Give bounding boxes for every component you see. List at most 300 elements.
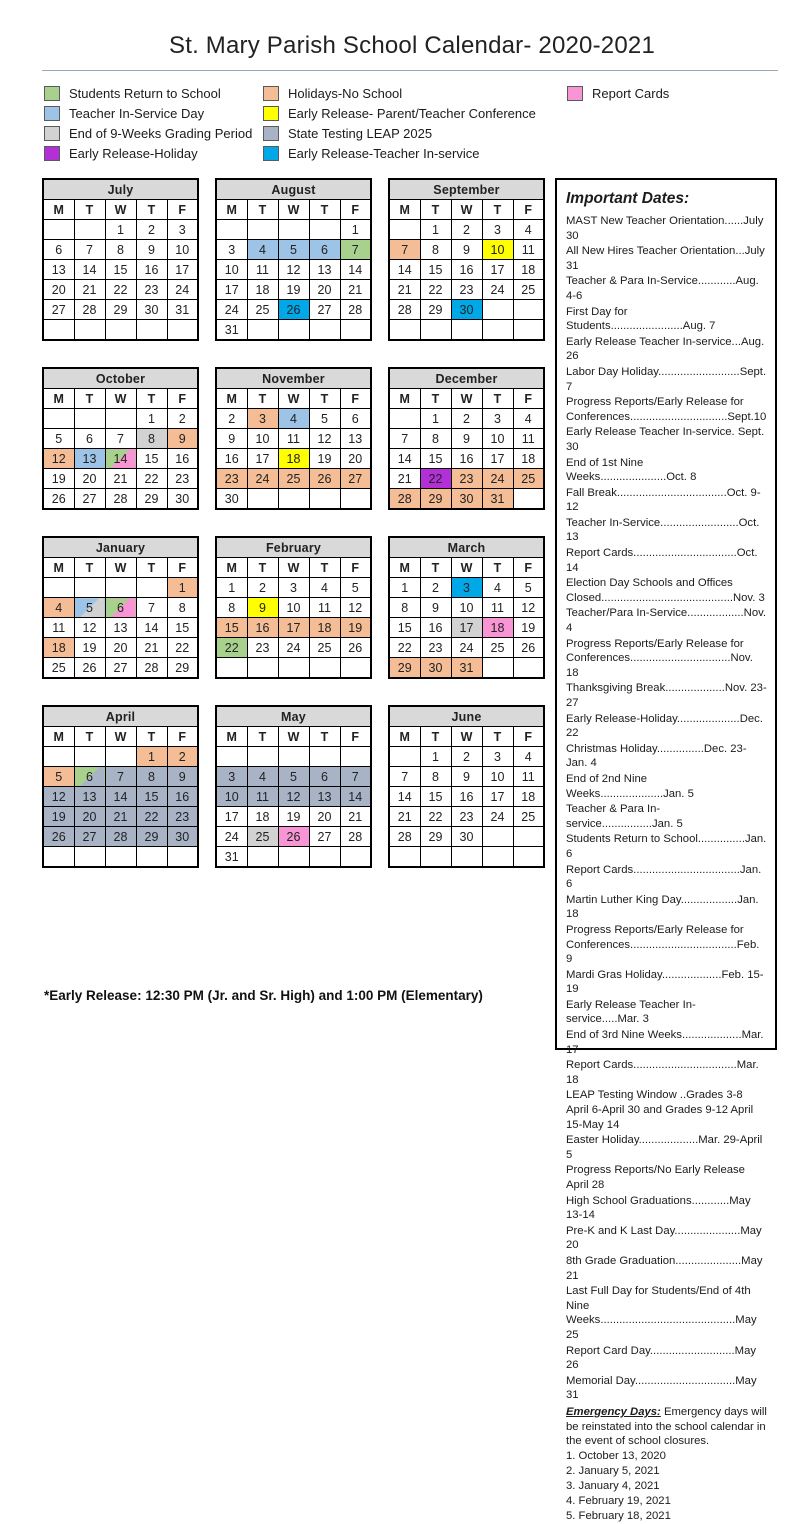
day-cell: 4 [247,767,278,787]
emergency-day-item: 2. January 5, 2021 [566,1464,660,1477]
weekday-header: W [278,558,309,578]
day-cell: 25 [513,807,544,827]
legend [44,85,782,162]
day-cell: 22 [216,638,247,658]
weekday-header: T [136,389,167,409]
month-table-october [42,367,199,510]
month-title: December [389,368,544,389]
important-date-entry: Last Full Day for Students/End of 4th Nine Weeks...........................................May 25 [566,1285,757,1341]
empty-cell [278,747,309,767]
day-cell: 14 [340,260,371,280]
day-cell: 15 [136,449,167,469]
day-cell: 7 [389,240,420,260]
day-cell: 19 [309,449,340,469]
important-date-entry: High School Graduations............May 13-14 [566,1194,751,1222]
day-cell: 10 [482,767,513,787]
day-cell: 30 [451,827,482,847]
legend-label: Students Return to School [69,86,221,101]
empty-cell [43,409,74,429]
day-cell: 16 [451,449,482,469]
day-cell: 18 [513,449,544,469]
day-cell: 30 [451,300,482,320]
day-cell: 3 [247,409,278,429]
empty-cell [216,747,247,767]
day-cell: 27 [340,469,371,489]
day-cell: 22 [420,280,451,300]
day-cell: 26 [43,827,74,847]
important-date-entry: Report Cards..................................Jan. 6 [566,863,762,891]
day-cell: 16 [167,449,198,469]
weekday-header: T [420,389,451,409]
day-cell: 12 [43,787,74,807]
day-cell: 2 [136,220,167,240]
month-table-january [42,536,199,679]
important-date-entry: First Day for Students.......................Aug. 7 [566,305,716,333]
day-cell: 25 [513,280,544,300]
day-cell: 31 [216,847,247,868]
day-cell: 20 [74,807,105,827]
day-cell: 21 [105,807,136,827]
day-cell: 3 [216,767,247,787]
month-table-february [215,536,372,679]
day-cell: 8 [136,767,167,787]
weekday-header: F [340,200,371,220]
day-cell: 12 [43,449,74,469]
weekday-header: W [451,200,482,220]
day-cell: 26 [340,638,371,658]
day-cell: 8 [420,240,451,260]
empty-cell [74,220,105,240]
weekday-header: W [451,389,482,409]
day-cell: 23 [167,807,198,827]
day-cell: 14 [389,260,420,280]
day-cell: 9 [451,240,482,260]
day-cell: 21 [136,638,167,658]
month-title: January [43,537,198,558]
day-cell: 1 [389,578,420,598]
weekday-header: T [309,727,340,747]
weekday-header: M [389,389,420,409]
weekday-header: T [136,200,167,220]
empty-cell [278,489,309,510]
legend-swatch-report [567,86,583,101]
day-cell: 18 [309,618,340,638]
empty-cell [513,320,544,341]
day-cell: 7 [389,429,420,449]
day-cell: 25 [309,638,340,658]
weekday-header: F [167,558,198,578]
day-cell: 4 [43,598,74,618]
day-cell: 7 [389,767,420,787]
day-cell: 4 [513,220,544,240]
day-cell: 25 [278,469,309,489]
day-cell: 28 [136,658,167,679]
important-date-entry: MAST New Teacher Orientation......July 30 [566,215,764,242]
day-cell: 1 [420,747,451,767]
weekday-header: T [482,727,513,747]
legend-item [44,125,259,142]
day-cell: 22 [420,469,451,489]
weekday-header: F [513,558,544,578]
day-cell: 14 [74,260,105,280]
day-cell: 28 [389,489,420,510]
day-cell: 9 [216,429,247,449]
day-cell: 18 [513,260,544,280]
empty-cell [74,847,105,868]
important-date-entry: Election Day Schools and Offices Closed..........................................Nov. 3 [566,577,765,604]
day-cell: 15 [136,787,167,807]
empty-cell [309,847,340,868]
empty-cell [389,747,420,767]
empty-cell [105,847,136,868]
day-cell: 18 [43,638,74,658]
day-cell: 6 [105,598,136,618]
month-table-november [215,367,372,510]
day-cell: 22 [389,638,420,658]
day-cell: 27 [43,300,74,320]
day-cell: 2 [451,409,482,429]
empty-cell [247,847,278,868]
day-cell: 26 [74,658,105,679]
day-cell: 21 [389,807,420,827]
day-cell: 20 [309,280,340,300]
day-cell: 7 [340,767,371,787]
day-cell: 23 [451,469,482,489]
day-cell: 13 [43,260,74,280]
empty-cell [482,320,513,341]
weekday-header: T [247,558,278,578]
day-cell: 10 [247,429,278,449]
day-cell: 12 [278,787,309,807]
weekday-header: W [451,727,482,747]
day-cell: 8 [216,598,247,618]
day-cell: 10 [216,260,247,280]
day-cell: 20 [309,807,340,827]
empty-cell [167,320,198,341]
legend-label: End of 9-Weeks Grading Period [69,126,253,141]
day-cell: 31 [482,489,513,510]
day-cell: 1 [136,409,167,429]
legend-swatch-inservice [44,106,60,121]
weekday-header: W [278,389,309,409]
day-cell: 4 [513,409,544,429]
legend-swatch-testing [263,126,279,141]
day-cell: 24 [482,807,513,827]
empty-cell [482,827,513,847]
empty-cell [136,847,167,868]
day-cell: 11 [247,260,278,280]
day-cell: 3 [482,747,513,767]
day-cell: 8 [389,598,420,618]
weekday-header: W [278,727,309,747]
month-title: October [43,368,198,389]
day-cell: 9 [451,429,482,449]
day-cell: 25 [513,469,544,489]
empty-cell [105,320,136,341]
day-cell: 10 [278,598,309,618]
important-date-entry: Early Release Teacher In-service...Aug. 26 [566,335,765,363]
weekday-header: M [389,200,420,220]
day-cell: 23 [420,638,451,658]
empty-cell [105,578,136,598]
day-cell: 28 [74,300,105,320]
month-title: April [43,706,198,727]
day-cell: 8 [420,767,451,787]
day-cell: 13 [309,260,340,280]
day-cell: 11 [482,598,513,618]
day-cell: 28 [340,300,371,320]
day-cell: 31 [167,300,198,320]
day-cell: 29 [136,827,167,847]
empty-cell [309,320,340,341]
important-date-entry: Pre-K and K Last Day.....................May 20 [566,1224,762,1252]
important-date-entry: Early Release Teacher In-service. Sept. 30 [566,426,765,453]
day-cell: 24 [216,300,247,320]
day-cell: 2 [167,747,198,767]
day-cell: 14 [105,449,136,469]
month-title: September [389,179,544,200]
empty-cell [247,658,278,679]
weekday-header: T [247,389,278,409]
empty-cell [389,220,420,240]
weekday-header: T [136,558,167,578]
empty-cell [74,320,105,341]
day-cell: 23 [136,280,167,300]
day-cell: 23 [451,280,482,300]
day-cell: 21 [389,469,420,489]
weekday-header: T [309,200,340,220]
weekday-header: F [513,727,544,747]
day-cell: 17 [278,618,309,638]
day-cell: 3 [482,220,513,240]
day-cell: 19 [43,807,74,827]
day-cell: 18 [482,618,513,638]
day-cell: 29 [136,489,167,510]
day-cell: 9 [167,429,198,449]
empty-cell [309,489,340,510]
legend-item [44,105,259,122]
day-cell: 27 [74,489,105,510]
day-cell: 10 [216,787,247,807]
day-cell: 5 [74,598,105,618]
day-cell: 18 [278,449,309,469]
legend-label: Early Release-Teacher In-service [288,146,480,161]
important-date-entry: End of 1st Nine Weeks.....................Oct. 8 [566,456,697,484]
empty-cell [74,409,105,429]
empty-cell [451,320,482,341]
empty-cell [247,220,278,240]
day-cell: 10 [167,240,198,260]
day-cell: 19 [513,618,544,638]
day-cell: 17 [482,260,513,280]
empty-cell [309,220,340,240]
day-cell: 21 [389,280,420,300]
day-cell: 16 [167,787,198,807]
legend-swatch-er_holiday [44,146,60,161]
weekday-header: M [216,200,247,220]
day-cell: 7 [340,240,371,260]
day-cell: 9 [420,598,451,618]
day-cell: 26 [278,827,309,847]
emergency-days-text: Emergency days will be reinstated into the school calendar in the event of school closures. [566,1405,767,1448]
important-date-entry: LEAP Testing Window ..Grades 3-8 April 6-April 30 and Grades 9-12 April 15-May 14 [566,1089,754,1131]
day-cell: 28 [105,827,136,847]
day-cell: 16 [451,260,482,280]
important-date-entry: Report Card Day...........................May 26 [566,1344,757,1372]
day-cell: 12 [309,429,340,449]
weekday-header: F [167,727,198,747]
weekday-header: W [105,558,136,578]
day-cell: 28 [105,489,136,510]
day-cell: 20 [74,469,105,489]
day-cell: 21 [340,280,371,300]
weekday-header: W [451,558,482,578]
empty-cell [340,747,371,767]
day-cell: 5 [278,240,309,260]
important-date-entry: Teacher In-Service.........................Oct. 13 [566,516,760,544]
weekday-header: F [513,200,544,220]
day-cell: 5 [43,429,74,449]
weekday-header: M [216,558,247,578]
day-cell: 6 [309,240,340,260]
important-date-entry: Fall Break...................................Oct. 9-12 [566,486,761,514]
weekday-header: M [389,727,420,747]
day-cell: 22 [167,638,198,658]
empty-cell [513,489,544,510]
empty-cell [74,747,105,767]
day-cell: 25 [482,638,513,658]
weekday-header: F [167,389,198,409]
day-cell: 12 [278,260,309,280]
important-date-entry: Teacher/Para In-Service..................Nov. 4 [566,607,767,635]
weekday-header: T [482,558,513,578]
legend-swatch-er_conference [263,106,279,121]
day-cell: 30 [216,489,247,510]
day-cell: 16 [420,618,451,638]
day-cell: 19 [340,618,371,638]
empty-cell [389,320,420,341]
important-date-entry: Christmas Holiday...............Dec. 23-Jan. 4 [566,742,747,770]
day-cell: 4 [278,409,309,429]
day-cell: 3 [167,220,198,240]
day-cell: 29 [420,489,451,510]
legend-swatch-grading [44,126,60,141]
day-cell: 22 [105,280,136,300]
empty-cell [216,658,247,679]
weekday-header: M [43,200,74,220]
day-cell: 14 [136,618,167,638]
empty-cell [420,847,451,868]
day-cell: 18 [247,280,278,300]
day-cell: 19 [74,638,105,658]
day-cell: 11 [43,618,74,638]
day-cell: 4 [513,747,544,767]
important-date-entry: Teacher & Para In-Service............Aug. 4-6 [566,275,759,302]
day-cell: 4 [309,578,340,598]
empty-cell [136,578,167,598]
day-cell: 27 [74,827,105,847]
month-title: February [216,537,371,558]
day-cell: 1 [136,747,167,767]
legend-item [263,105,563,122]
day-cell: 17 [247,449,278,469]
day-cell: 26 [513,638,544,658]
day-cell: 2 [167,409,198,429]
important-date-entry: Martin Luther King Day..................Jan. 18 [566,893,759,921]
empty-cell [43,320,74,341]
day-cell: 9 [167,767,198,787]
empty-cell [340,847,371,868]
day-cell: 7 [136,598,167,618]
empty-cell [513,827,544,847]
day-cell: 1 [420,220,451,240]
empty-cell [389,847,420,868]
empty-cell [43,578,74,598]
day-cell: 22 [136,807,167,827]
empty-cell [136,320,167,341]
legend-item [44,145,259,162]
important-date-entry: Progress Reports/Early Release for Conferences................................Nov. 18 [566,637,753,679]
emergency-day-item: 3. January 4, 2021 [566,1479,660,1492]
empty-cell [451,847,482,868]
month-table-july [42,178,199,341]
month-title: July [43,179,198,200]
day-cell: 19 [43,469,74,489]
day-cell: 17 [216,807,247,827]
day-cell: 4 [247,240,278,260]
day-cell: 24 [451,638,482,658]
important-date-entry: End of 3rd Nine Weeks...................Mar. 17 [566,1029,764,1056]
weekday-header: M [43,558,74,578]
emergency-day-item: 1. October 13, 2020 [566,1449,666,1462]
weekday-header: M [216,727,247,747]
important-date-entry: Mardi Gras Holiday...................Feb. 15-19 [566,968,764,996]
month-table-march [388,536,545,679]
day-cell: 11 [247,787,278,807]
day-cell: 6 [74,429,105,449]
day-cell: 8 [136,429,167,449]
day-cell: 31 [451,658,482,679]
weekday-header: W [105,389,136,409]
day-cell: 23 [451,807,482,827]
day-cell: 7 [105,767,136,787]
day-cell: 8 [420,429,451,449]
empty-cell [216,220,247,240]
day-cell: 6 [74,767,105,787]
empty-cell [247,747,278,767]
day-cell: 10 [482,240,513,260]
day-cell: 2 [420,578,451,598]
day-cell: 21 [74,280,105,300]
important-date-entry: Easter Holiday...................Mar. 29-April 5 [566,1134,763,1161]
day-cell: 17 [482,787,513,807]
day-cell: 16 [216,449,247,469]
weekday-header: M [216,389,247,409]
important-date-entry: Progress Reports/Early Release for Conferences...............................Sept.10 [566,396,767,423]
day-cell: 9 [136,240,167,260]
day-cell: 29 [105,300,136,320]
weekday-header: T [420,558,451,578]
day-cell: 24 [278,638,309,658]
month-title: May [216,706,371,727]
day-cell: 24 [247,469,278,489]
weekday-header: T [309,389,340,409]
empty-cell [340,658,371,679]
empty-cell [278,847,309,868]
month-table-august [215,178,372,341]
weekday-header: T [74,727,105,747]
months-grid [42,178,545,868]
